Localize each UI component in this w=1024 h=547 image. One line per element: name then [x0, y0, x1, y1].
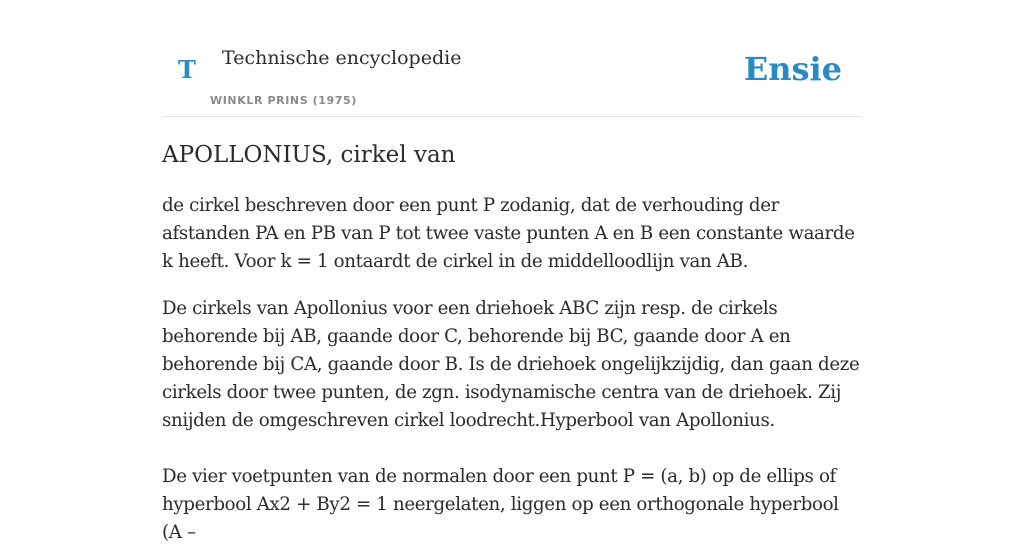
brand-logo[interactable]: Ensie — [743, 50, 842, 88]
article-paragraph: De vier voetpunten van de normalen door een punt P = (a, b) op de ellips of hyperbool Ax2 + By2 = 1 neergelaten, liggen op een orthogonale hyperbool (A – — [162, 466, 839, 543]
site-subtitle: WINKLR PRINS (1975) — [210, 94, 357, 107]
article-paragraph: de cirkel beschreven door een punt P zodanig, dat de verhouding der afstanden PA en PB van P tot twee vaste punten A en B een constante waarde k heeft. Voor k = 1 ontaardt de cirkel in de middelloodlijn van AB. — [162, 195, 855, 272]
article-title: APOLLONIUS, cirkel van — [162, 142, 456, 168]
page — [162, 0, 862, 543]
site-header — [162, 0, 862, 117]
article-paragraph: De cirkels van Apollonius voor een driehoek ABC zijn resp. de cirkels behorende bij AB, gaande door C, behorende bij BC, gaande door A en behorende bij CA, gaande door B. Is de driehoek ongelijkzijdig, dan gaan deze cirkels door twee punten, de zgn. isodynamische centra van de driehoek. Zij snijden de omgeschreven cirkel loodrecht.Hyperbool van Apollonius. — [162, 298, 860, 431]
site-title[interactable]: Technische encyclopedie — [222, 47, 462, 69]
site-logo-icon[interactable]: T — [178, 55, 196, 84]
